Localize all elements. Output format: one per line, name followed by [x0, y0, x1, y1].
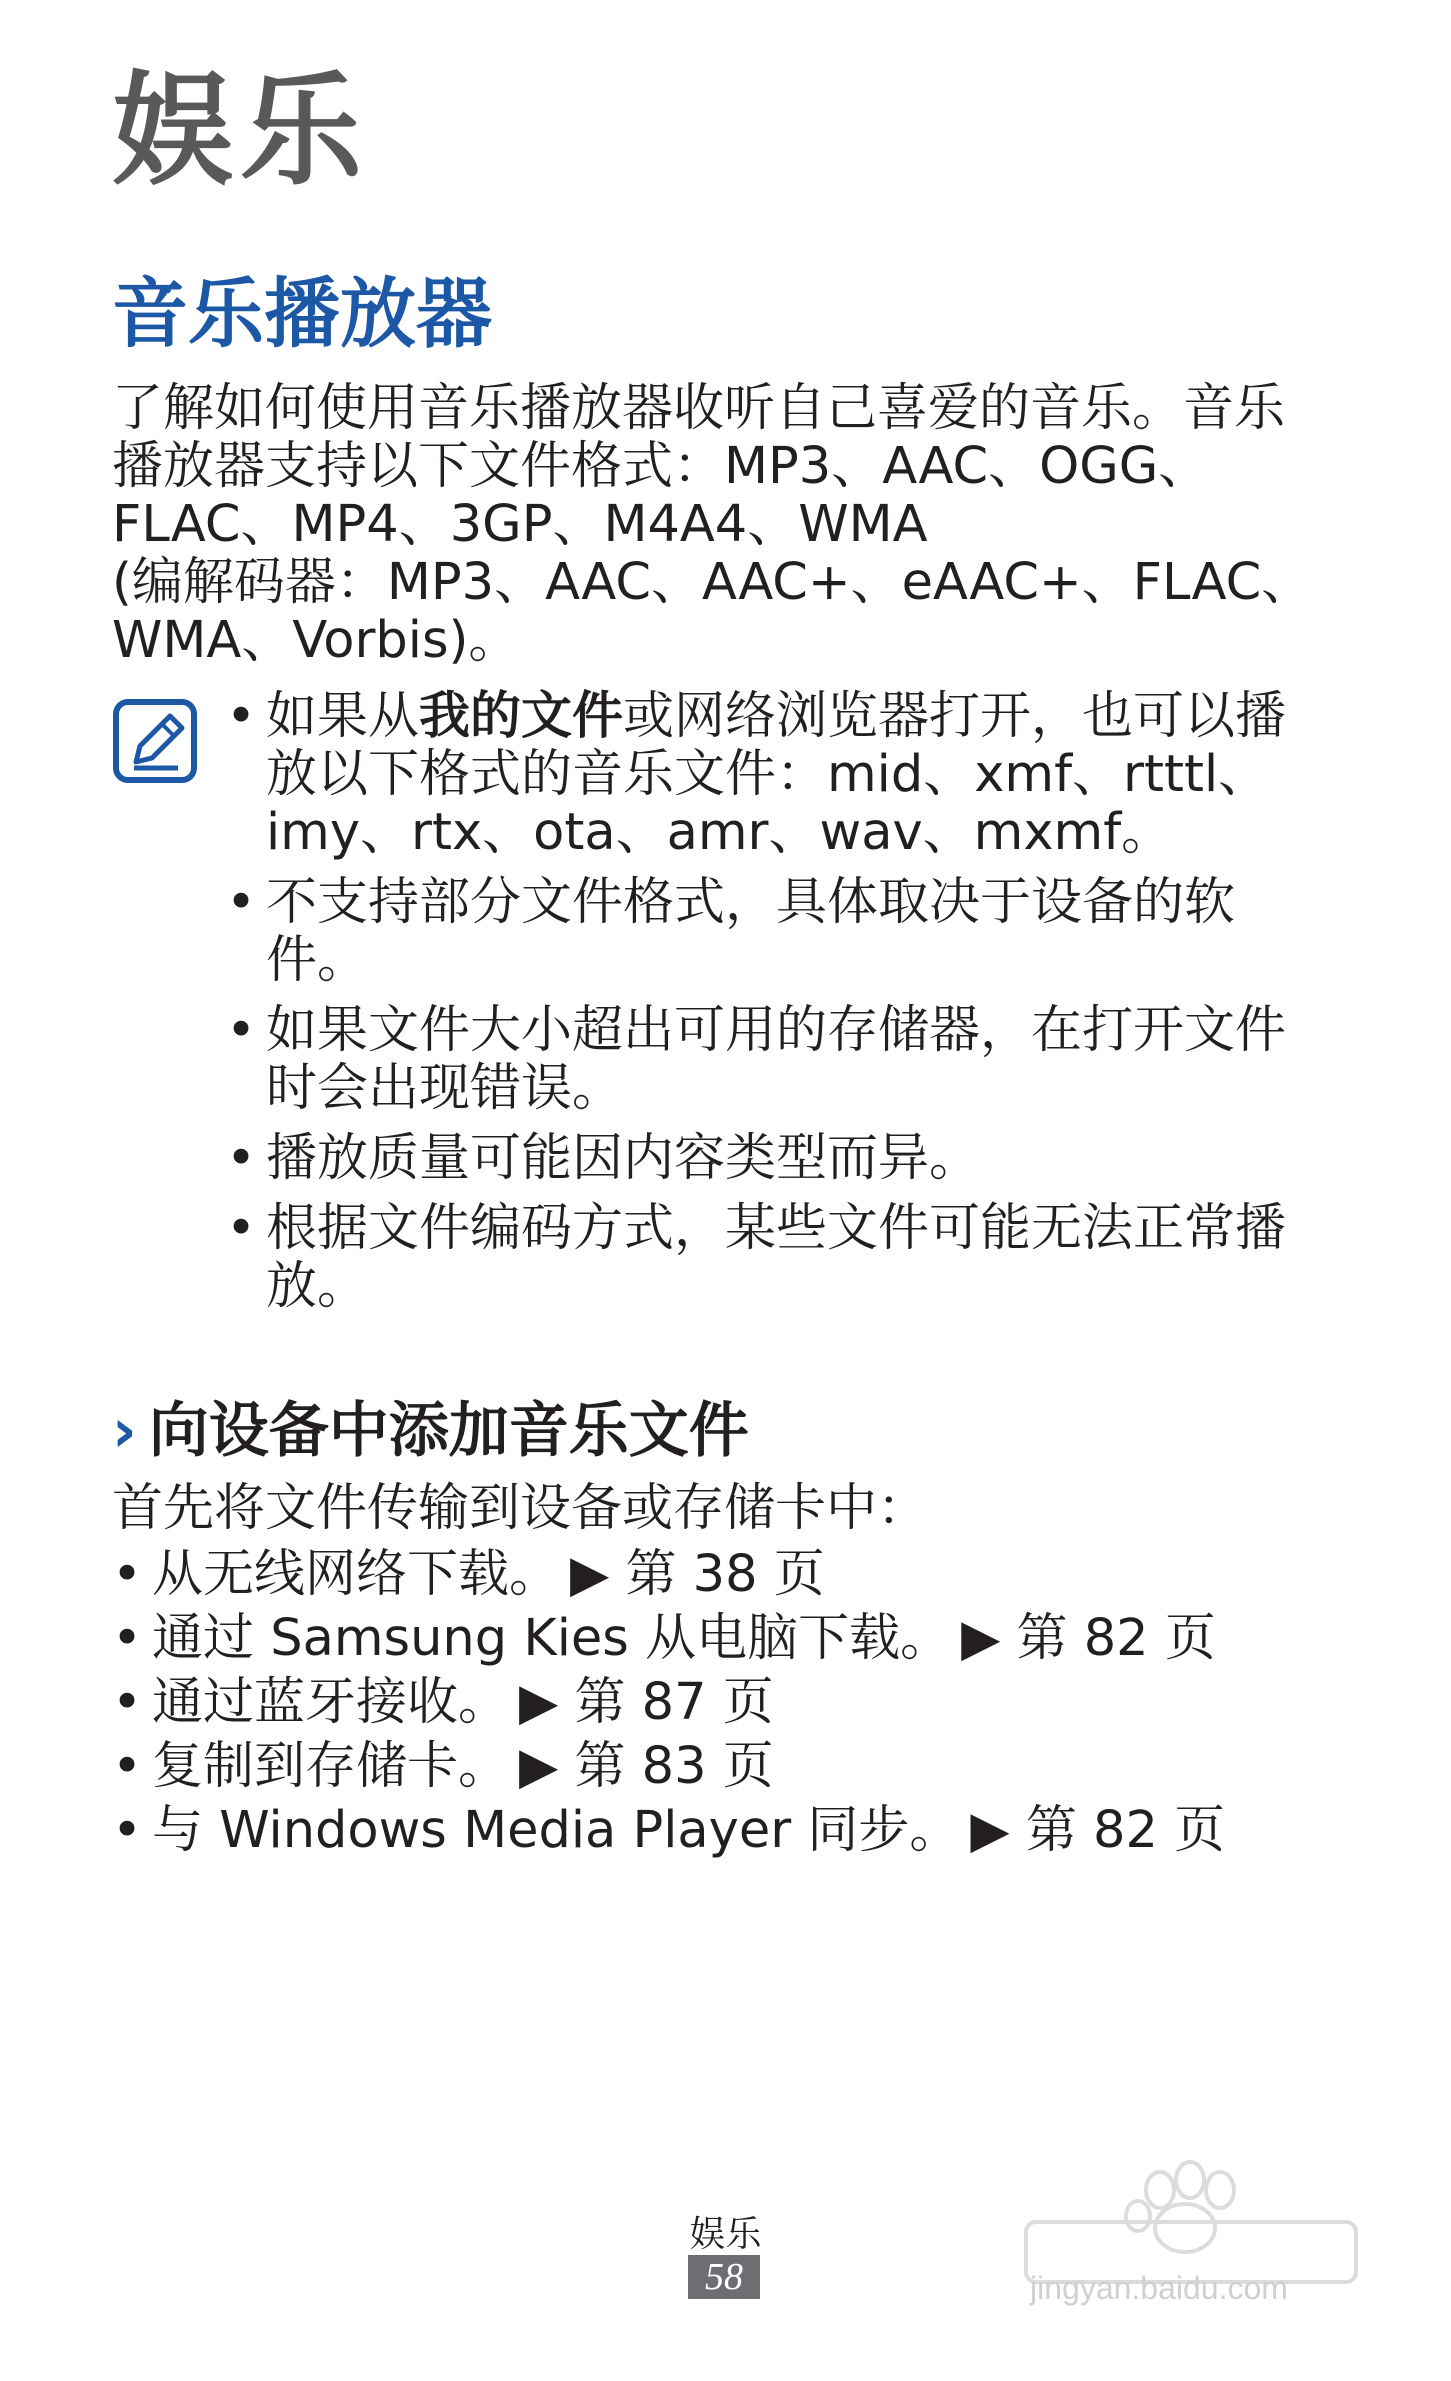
- note-item: [226, 688, 1356, 862]
- bullet: •: [226, 1129, 257, 1188]
- intro-line: 播放器支持以下文件格式：MP3、AAC、OGG、: [112, 437, 1210, 496]
- page-reference-link[interactable]: ▶ 第 82 页: [970, 1801, 1226, 1860]
- bullet: •: [226, 1199, 257, 1258]
- note-line: 件。: [266, 931, 369, 990]
- section-title: 音乐播放器: [112, 269, 492, 358]
- note-line: [266, 688, 1356, 746]
- list-item-text: 与 Windows Media Player 同步。: [152, 1801, 961, 1860]
- note-list: [226, 688, 1356, 1328]
- list-item: [112, 1674, 1362, 1738]
- intro-line: WMA、Vorbis)。: [112, 611, 520, 670]
- list-item-text: 通过蓝牙接收。: [152, 1673, 510, 1732]
- bullet: •: [226, 873, 257, 932]
- intro-line: (编解码器：MP3、AAC、AAC+、eAAC+、FLAC、: [112, 553, 1313, 612]
- bullet: •: [112, 1609, 143, 1668]
- note-line: 放。: [266, 1257, 369, 1316]
- note-pencil-icon: [112, 698, 198, 784]
- intro-line: FLAC、MP4、3GP、M4A4、WMA: [112, 495, 928, 554]
- footer-chapter-label: 娱乐: [689, 2214, 762, 2255]
- list-item: [112, 1802, 1362, 1866]
- list-item-text: 复制到存储卡。: [152, 1737, 510, 1796]
- note-item: [226, 1002, 1356, 1118]
- chevron-right-icon: ›: [112, 1396, 137, 1466]
- page-reference-link[interactable]: ▶ 第 83 页: [519, 1737, 774, 1796]
- intro-paragraph: [112, 380, 1352, 670]
- list-item: [112, 1610, 1362, 1674]
- note-bold-term: 我的文件: [419, 687, 624, 746]
- subsection-intro: 首先将文件传输到设备或存储卡中：: [112, 1479, 929, 1538]
- intro-line: 了解如何使用音乐播放器收听自己喜爱的音乐。音乐: [112, 379, 1286, 438]
- watermark-text: jingyan.baidu.com: [1030, 2270, 1288, 2306]
- note-line: imy、rtx、ota、amr、wav、mxmf。: [266, 803, 1173, 862]
- note-line: 放以下格式的音乐文件：mid、xmf、rtttl、: [266, 745, 1270, 804]
- note-suffix: 或网络浏览器打开，也可以播: [623, 687, 1287, 746]
- list-item: [112, 1546, 1362, 1610]
- list-item-text: 从无线网络下载。: [152, 1545, 561, 1604]
- bullet: •: [112, 1673, 143, 1732]
- note-prefix: 如果从: [266, 687, 420, 746]
- page-number-badge: 58: [688, 2255, 760, 2299]
- bullet: •: [112, 1545, 143, 1604]
- note-line: 不支持部分文件格式，具体取决于设备的软: [266, 873, 1236, 932]
- page-reference-link[interactable]: ▶ 第 38 页: [570, 1545, 825, 1604]
- bullet: •: [226, 1001, 257, 1060]
- bullet: •: [112, 1801, 143, 1860]
- note-item: [226, 1200, 1356, 1316]
- note-line: 时会出现错误。: [266, 1059, 624, 1118]
- page-reference-link[interactable]: ▶ 第 82 页: [961, 1609, 1216, 1668]
- chapter-title: 娱乐: [112, 60, 368, 202]
- note-item: [226, 1130, 1356, 1188]
- add-music-list: [112, 1546, 1362, 1866]
- page-reference-link[interactable]: ▶ 第 87 页: [519, 1673, 774, 1732]
- bullet: •: [226, 687, 257, 746]
- note-line: 播放质量可能因内容类型而异。: [266, 1129, 981, 1188]
- subsection-title-text: 向设备中添加音乐文件: [148, 1396, 749, 1466]
- subsection-title: [112, 1395, 749, 1467]
- list-item-text: 通过 Samsung Kies 从电脑下载。: [152, 1609, 952, 1668]
- note-line: 根据文件编码方式，某些文件可能无法正常播: [266, 1199, 1287, 1258]
- note-item: [226, 874, 1356, 990]
- note-line: 如果文件大小超出可用的存储器，在打开文件: [266, 1001, 1287, 1060]
- list-item: [112, 1738, 1362, 1802]
- bullet: •: [112, 1737, 143, 1796]
